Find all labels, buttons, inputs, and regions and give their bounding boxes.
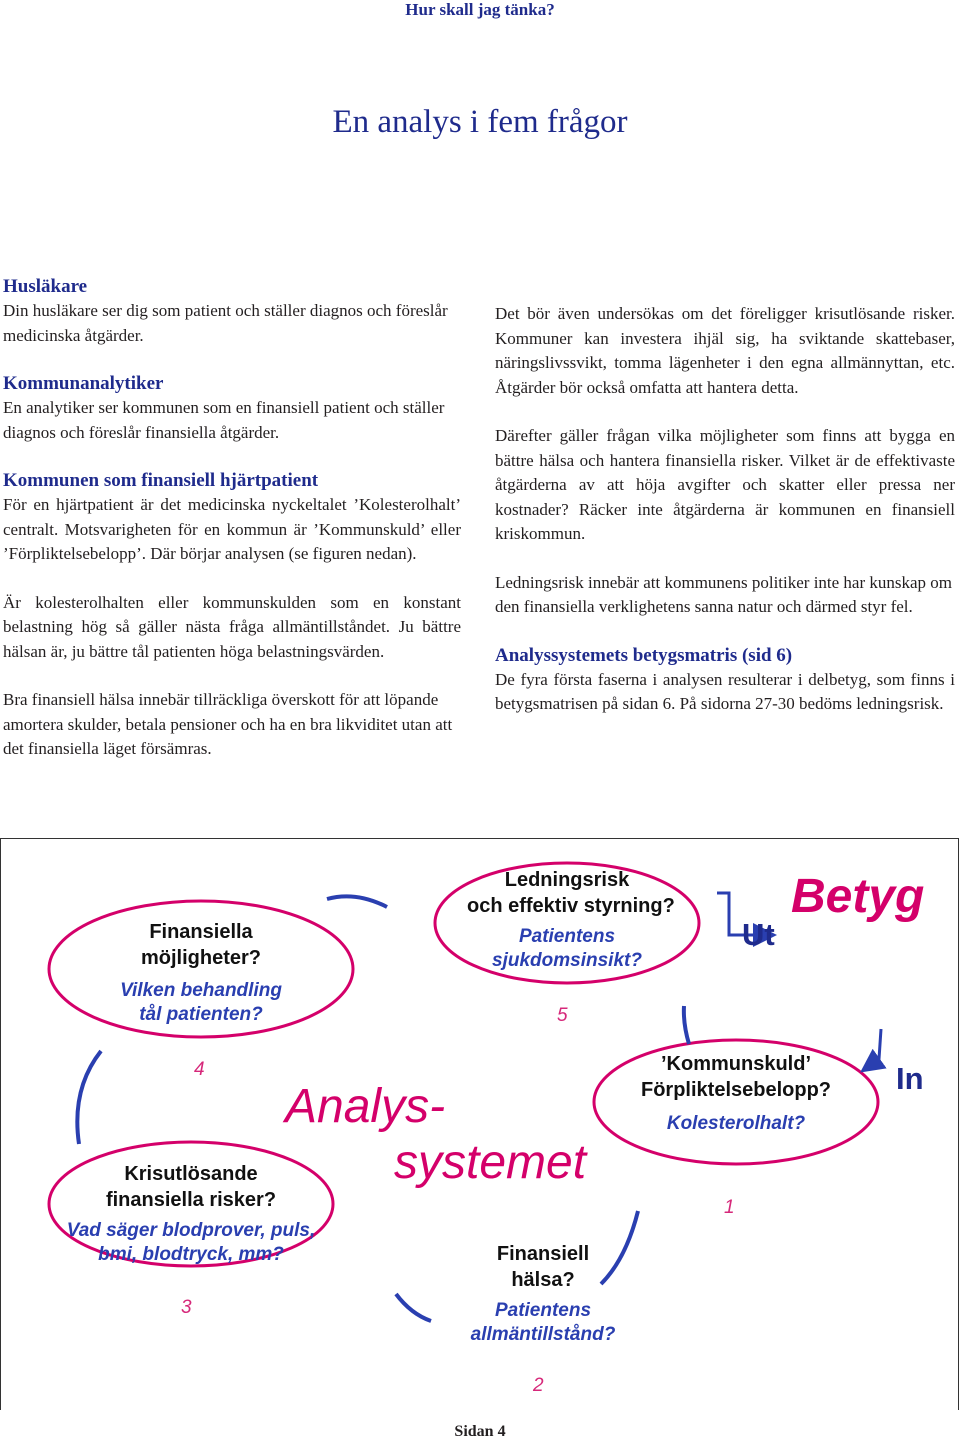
step2-question: [443, 1241, 643, 1293]
step4-sub2: tål patienten?: [139, 1004, 263, 1025]
page-footer: Sidan 4: [454, 1423, 506, 1440]
step3-number: 3: [181, 1297, 192, 1318]
step5-sub: [467, 925, 667, 973]
step2-number: 2: [533, 1375, 544, 1396]
step2-sub1: Patientens: [494, 1300, 592, 1321]
section-text: En analytiker ser kommunen som en finansiell patient och ställer diagnos och föreslår finansiella åtgärder.: [3, 398, 445, 442]
center-title-line1: Analys-: [285, 1080, 446, 1133]
step2-sub: [443, 1299, 643, 1347]
ut-label: Ut: [742, 917, 775, 952]
paragraph: Är kolesterolhalten eller kommunskulden som en konstant belastning hög så gäller nästa fråga allmäntillståndet. Ju bättre hälsan är, ju bättre tål patienten höga belastningsvärden.: [3, 592, 461, 661]
left-column: [3, 275, 461, 786]
step3-sub2: bmi, blodtryck, mm?: [98, 1244, 284, 1265]
center-title-line2: systemet: [394, 1136, 587, 1189]
step1-q2: Förpliktelsebelopp?: [640, 1079, 832, 1101]
section-text: Din husläkare ser dig som patient och ställer diagnos och föreslår medicinska åtgärder.: [3, 301, 448, 345]
step1-q1: ’Kommunskuld’: [660, 1053, 811, 1075]
step4-number: 4: [194, 1059, 205, 1080]
paragraph: Bra finansiell hälsa innebär tillräckliga överskott för att löpande amortera skulder, betala pensioner och ha en bra likviditet utan att det finansiella läget försämras.: [3, 690, 453, 758]
running-head: Hur skall jag tänka?: [405, 0, 555, 19]
step5-sub1: Patientens: [518, 926, 616, 947]
cycle-arc: [684, 1006, 689, 1044]
step3-sub1: Vad säger blodprover, puls,: [66, 1220, 316, 1241]
step1-sub: Kolesterolhalt?: [666, 1113, 806, 1134]
section-text: De fyra första faserna i analysen resulterar i delbetyg, som finns i betygsmatrisen på sidan 6. På sidorna 27-30 bedöms ledningsrisk.: [495, 669, 955, 713]
step4-q2: möjligheter?: [140, 947, 261, 969]
paragraph: Därefter gäller frågan vilka möjligheter som finns att bygga en bättre hälsa och hantera finansiella risker. Vilket är de effektivaste åtgärderna av att höja avgifter och skatter eller pressa ner kostnader? Räcker inte åtgärderna är kommunen en finansiell kriskommun.: [495, 426, 955, 543]
section-heading: Husläkare: [3, 276, 88, 297]
paragraph: Det bör även undersökas om det föreligger krisutlösande risker. Kommuner kan investera ihjäl sig, ha sviktande skattebaser, näringslivssvikt, tomma lägenheter i den egna allmännyttan, etc. Åtgärder bör också omfatta att hantera detta.: [495, 304, 955, 397]
page-title: En analys i fem frågor: [332, 104, 628, 140]
step4-q1: Finansiella: [149, 921, 253, 943]
step2-q2: hälsa?: [511, 1269, 575, 1291]
analysis-diagram: [0, 838, 959, 1410]
section-heading: Kommunen som finansiell hjärtpatient: [3, 470, 319, 491]
step5-q1: Ledningsrisk: [504, 869, 630, 891]
step4-sub: [101, 979, 301, 1027]
cycle-arc: [396, 1294, 431, 1321]
step2-q1: Finansiell: [496, 1243, 590, 1265]
step3-q2: finansiella risker?: [105, 1189, 277, 1211]
cycle-arc: [327, 896, 387, 907]
paragraph: Ledningsrisk innebär att kommunens politiker inte har kunskap om den finansiella verklighetens sanna natur och därmed styr fel.: [495, 572, 953, 616]
in-label: In: [896, 1061, 924, 1096]
section-heading: Analyssystemets betygsmatris (sid 6): [495, 644, 793, 666]
step4-question: [101, 919, 301, 971]
step2-sub2: allmäntillstånd?: [470, 1324, 616, 1345]
step1-question: [606, 1051, 866, 1103]
cycle-arc: [77, 1051, 101, 1144]
section-text: För en hjärtpatient är det medicinska nyckeltalet ’Kolesterolhalt’ centralt. Motsvarigheten för en kommun är ’Kommunskuld’ eller ’Förpliktelsebelopp’. Där börjar analysen (se figuren nedan).: [3, 495, 461, 563]
right-column: [495, 302, 955, 741]
step1-number: 1: [724, 1197, 735, 1218]
section-heading: Kommunanalytiker: [3, 373, 164, 394]
step5-sub2: sjukdomsinsikt?: [492, 950, 642, 971]
step3-q1: Krisutlösande: [124, 1163, 258, 1185]
step5-number: 5: [557, 1005, 568, 1026]
in-arrow: [865, 1029, 881, 1069]
step5-q2: och effektiv styrning?: [467, 895, 675, 917]
step5-question: [467, 867, 675, 919]
step3-sub: [51, 1219, 331, 1267]
step4-sub1: Vilken behandling: [120, 980, 282, 1001]
betyg-label: Betyg: [791, 870, 925, 923]
step3-question: [71, 1161, 311, 1213]
